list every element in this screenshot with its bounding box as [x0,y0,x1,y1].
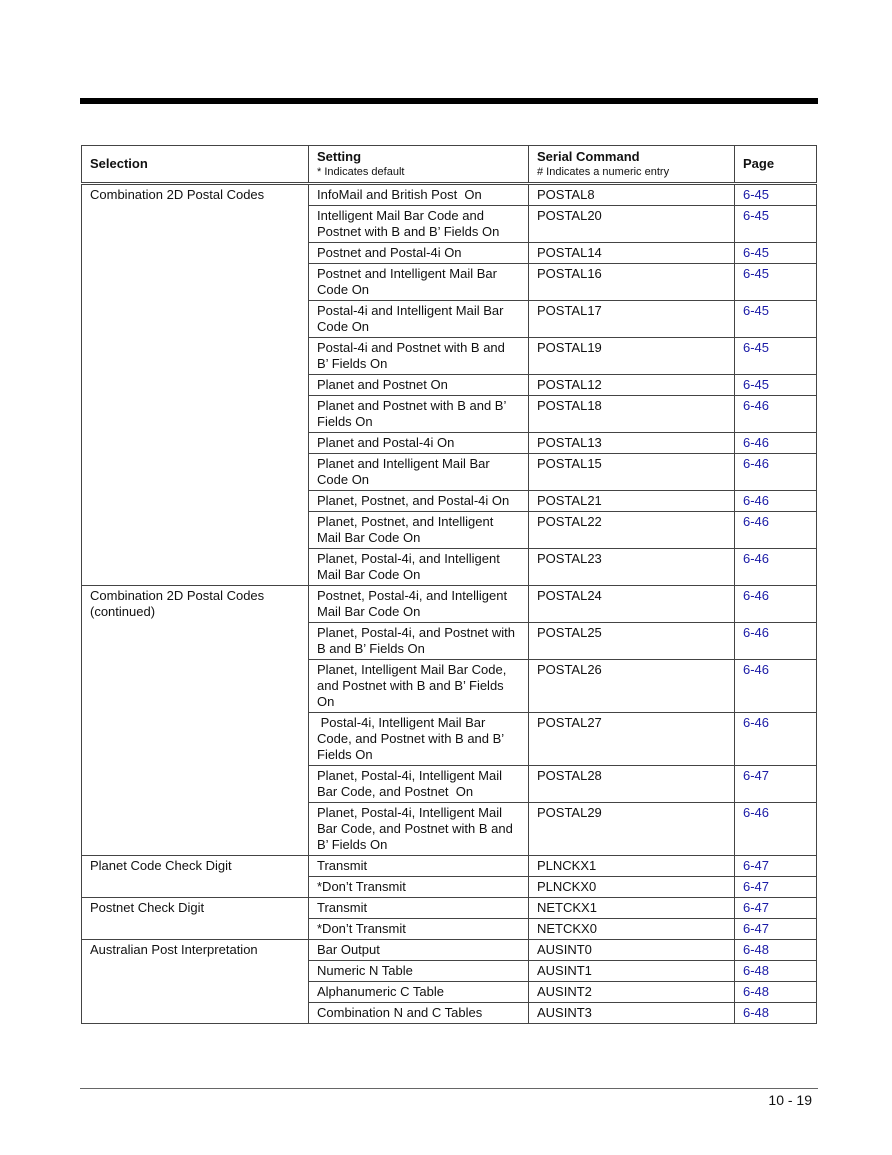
page-link-cell[interactable]: 6-46 [735,454,817,491]
selection-cell: Australian Post Interpretation [82,940,309,1024]
page-link-cell[interactable]: 6-48 [735,961,817,982]
setting-cell: Planet, Postal-4i, Intelligent Mail Bar Code, and Postnet On [309,766,529,803]
page-link-cell[interactable]: 6-45 [735,338,817,375]
setting-cell: Planet and Postnet On [309,375,529,396]
serial-command-cell: PLNCKX1 [529,856,735,877]
selection-cell: Postnet Check Digit [82,898,309,940]
setting-cell: Planet, Postal-4i, and Intelligent Mail Bar Code On [309,549,529,586]
setting-cell: Bar Output [309,940,529,961]
setting-cell: *Don’t Transmit [309,877,529,898]
setting-cell: Postal-4i and Intelligent Mail Bar Code On [309,301,529,338]
header-serial-command [529,146,735,184]
page-link-cell[interactable]: 6-46 [735,512,817,549]
serial-command-cell: POSTAL27 [529,713,735,766]
serial-command-cell: POSTAL25 [529,623,735,660]
setting-cell: Planet, Postnet, and Postal-4i On [309,491,529,512]
serial-command-cell: POSTAL8 [529,184,735,206]
setting-cell: Planet, Postnet, and Intelligent Mail Bar Code On [309,512,529,549]
page-link-cell[interactable]: 6-46 [735,549,817,586]
serial-command-cell: POSTAL29 [529,803,735,856]
table-row [82,940,817,961]
setting-cell: Numeric N Table [309,961,529,982]
serial-command-cell: POSTAL16 [529,264,735,301]
page-link-cell[interactable]: 6-46 [735,803,817,856]
serial-command-cell: NETCKX1 [529,898,735,919]
table-row [82,856,817,877]
page-link-cell[interactable]: 6-46 [735,491,817,512]
header-page-label: Page [743,156,775,171]
serial-command-cell: POSTAL22 [529,512,735,549]
header-setting-note: * Indicates default [317,166,405,178]
setting-cell: Planet, Postal-4i, Intelligent Mail Bar Code, and Postnet with B and B’ Fields On [309,803,529,856]
setting-cell: Planet, Intelligent Mail Bar Code, and Postnet with B and B’ Fields On [309,660,529,713]
header-serial-label: Serial Command [537,149,640,164]
page-link-cell[interactable]: 6-45 [735,206,817,243]
table-header [82,146,817,184]
page-link-cell[interactable]: 6-45 [735,301,817,338]
serial-command-cell: PLNCKX0 [529,877,735,898]
setting-cell: Combination N and C Tables [309,1003,529,1024]
serial-command-cell: AUSINT3 [529,1003,735,1024]
setting-cell: Postnet, Postal-4i, and Intelligent Mail Bar Code On [309,586,529,623]
page-link-cell[interactable]: 6-45 [735,375,817,396]
table-row [82,586,817,623]
serial-command-cell: AUSINT0 [529,940,735,961]
page-link-cell[interactable]: 6-46 [735,586,817,623]
serial-command-cell: POSTAL13 [529,433,735,454]
setting-cell: Postnet and Intelligent Mail Bar Code On [309,264,529,301]
serial-command-cell: POSTAL24 [529,586,735,623]
setting-cell: *Don’t Transmit [309,919,529,940]
setting-cell: Intelligent Mail Bar Code and Postnet with B and B’ Fields On [309,206,529,243]
setting-cell: Postal-4i, Intelligent Mail Bar Code, and Postnet with B and B’ Fields On [309,713,529,766]
footer-rule [80,1088,818,1089]
page-link-cell[interactable]: 6-47 [735,898,817,919]
page-link-cell[interactable]: 6-45 [735,243,817,264]
page-link-cell[interactable]: 6-47 [735,856,817,877]
serial-command-cell: POSTAL20 [529,206,735,243]
page-number: 10 - 19 [768,1092,812,1108]
setting-cell: Planet and Postnet with B and B’ Fields On [309,396,529,433]
setting-cell: Planet and Postal-4i On [309,433,529,454]
table-body [82,184,817,1024]
page-link-cell[interactable]: 6-46 [735,623,817,660]
setting-cell: Postal-4i and Postnet with B and B’ Fields On [309,338,529,375]
settings-table-container [81,145,816,1024]
setting-cell: InfoMail and British Post On [309,184,529,206]
table-row [82,184,817,206]
serial-command-cell: POSTAL17 [529,301,735,338]
header-setting [309,146,529,184]
page-link-cell[interactable]: 6-47 [735,766,817,803]
page-link-cell[interactable]: 6-47 [735,877,817,898]
setting-cell: Transmit [309,898,529,919]
table-row [82,898,817,919]
serial-command-cell: POSTAL19 [529,338,735,375]
serial-command-cell: AUSINT2 [529,982,735,1003]
page-link-cell[interactable]: 6-48 [735,982,817,1003]
setting-cell: Transmit [309,856,529,877]
header-setting-label: Setting [317,149,362,164]
header-page [735,146,817,184]
page-link-cell[interactable]: 6-46 [735,713,817,766]
header-selection [82,146,309,184]
serial-command-cell: POSTAL18 [529,396,735,433]
page-link-cell[interactable]: 6-48 [735,940,817,961]
header-rule [80,98,818,104]
page-link-cell[interactable]: 6-47 [735,919,817,940]
page-link-cell[interactable]: 6-45 [735,184,817,206]
serial-command-cell: POSTAL21 [529,491,735,512]
selection-cell: Planet Code Check Digit [82,856,309,898]
setting-cell: Postnet and Postal-4i On [309,243,529,264]
page-link-cell[interactable]: 6-45 [735,264,817,301]
serial-command-cell: POSTAL14 [529,243,735,264]
page-link-cell[interactable]: 6-46 [735,660,817,713]
selection-cell: Combination 2D Postal Codes [82,184,309,586]
serial-command-cell: POSTAL28 [529,766,735,803]
settings-table [81,145,817,1024]
page-link-cell[interactable]: 6-46 [735,433,817,454]
serial-command-cell: POSTAL12 [529,375,735,396]
setting-cell: Alphanumeric C Table [309,982,529,1003]
header-serial-note: # Indicates a numeric entry [537,166,670,178]
serial-command-cell: NETCKX0 [529,919,735,940]
setting-cell: Planet, Postal-4i, and Postnet with B and B’ Fields On [309,623,529,660]
serial-command-cell: AUSINT1 [529,961,735,982]
serial-command-cell: POSTAL15 [529,454,735,491]
serial-command-cell: POSTAL23 [529,549,735,586]
page-link-cell[interactable]: 6-46 [735,396,817,433]
header-selection-label: Selection [90,156,148,171]
serial-command-cell: POSTAL26 [529,660,735,713]
selection-cell: Combination 2D Postal Codes (continued) [82,586,309,856]
page-link-cell[interactable]: 6-48 [735,1003,817,1024]
setting-cell: Planet and Intelligent Mail Bar Code On [309,454,529,491]
